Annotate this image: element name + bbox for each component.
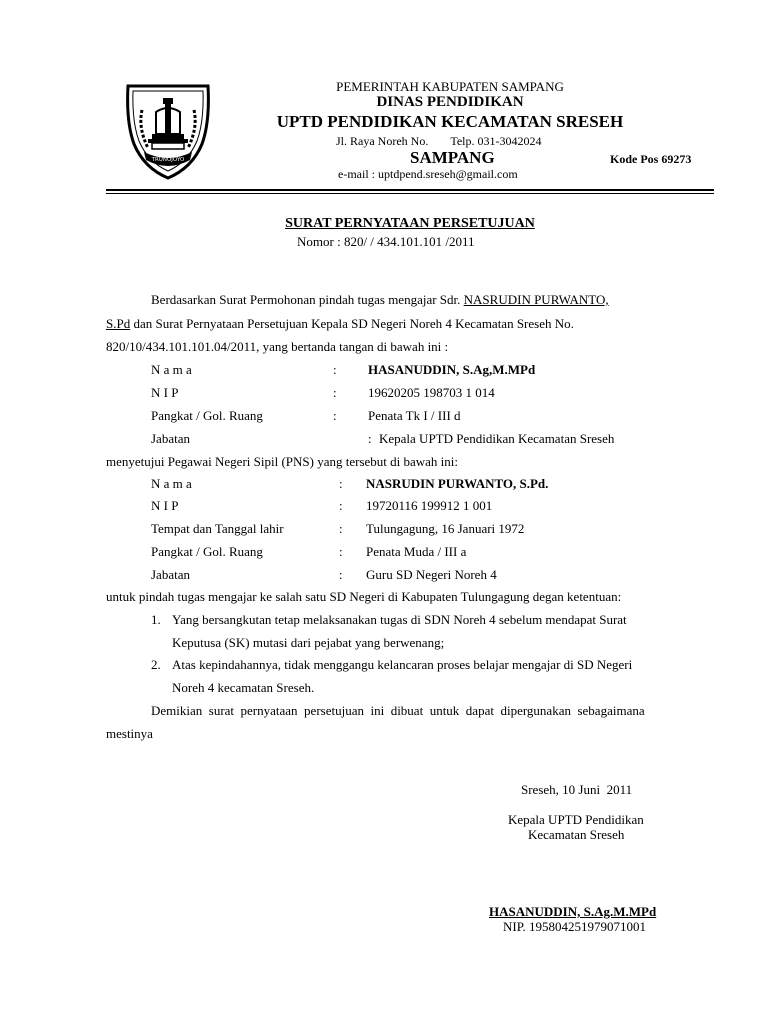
employee-colon-rank: : [339,544,343,559]
intro-text-b: dan Surat Pernyataan Persetujuan Kepala SD Negeri Noreh 4 Kecamatan Sreseh No. [130,316,574,331]
condition-text-continued: Keputusa (SK) mutasi dari pejabat yang berwenang; [172,635,445,650]
postal-code: Kode Pos 69273 [610,152,692,166]
employee-value-nip: 19720116 199912 1 001 [366,498,493,513]
office-name: UPTD PENDIDIKAN KECAMATAN SRESEH [276,112,624,131]
condition-number: 2. [151,657,161,672]
employee-label-rank: Pangkat / Gol. Ruang [151,544,263,559]
intro-line-1 [151,292,609,308]
phone-text: Telp. 031-3042024 [450,134,542,148]
condition-number: 1. [151,612,161,627]
document-title: SURAT PERNYATAAN PERSETUJUAN [285,216,535,231]
signature-position-line2: Kecamatan Sreseh [528,827,625,842]
employee-colon-name: : [339,476,343,491]
transfer-statement: untuk pindah tugas mengajar ke salah satu SD Negeri di Kabupaten Tulungagung degan ketentuan: [106,589,622,604]
signer-colon-rank: : [333,408,337,423]
employee-value-name: NASRUDIN PURWANTO, S.Pd. [366,476,549,491]
closing-line-2: mestinya [106,726,153,741]
signatory-name: HASANUDDIN, S.Ag.M.MPd [489,904,657,919]
signer-label-name: N a m a [151,362,192,377]
approval-statement: menyetujui Pegawai Negeri Sipil (PNS) yang tersebut di bawah ini: [106,454,459,469]
condition-text: Yang bersangkutan tetap melaksanakan tugas di SDN Noreh 4 sebelum mendapat Surat [172,612,627,627]
employee-colon-birth: : [339,521,343,536]
office-city: SAMPANG [410,148,495,167]
signer-value-nip: 19620205 198703 1 014 [368,385,495,400]
address-text: Jl. Raya Noreh No. [336,134,429,148]
signer-label-nip: N I P [151,385,179,400]
signer-label-position: Jabatan [151,431,190,446]
signer-colon-nip: : [333,385,337,400]
department-name: DINAS PENDIDIKAN [376,94,524,110]
employee-label-birth: Tempat dan Tanggal lahir [151,521,284,536]
signer-colon-position: : [368,431,372,446]
intro-line-3: 820/10/434.101.101.04/2011, yang bertanda tangan di bawah ini : [106,339,449,354]
signer-label-rank: Pangkat / Gol. Ruang [151,408,263,423]
intro-text-a: Berdasarkan Surat Permohonan pindah tugas mengajar Sdr. [151,292,464,307]
office-address [336,134,541,149]
signer-value-rank: Penata Tk I / III d [368,408,461,423]
signatory-nip: NIP. 195804251979071001 [503,919,647,934]
signer-colon-name: : [333,362,337,377]
closing-line-1: Demikian surat pernyataan persetujuan ini dibuat untuk dapat dipergunakan sebagaimana [151,703,645,718]
employee-colon-nip: : [339,498,343,513]
employee-value-birth: Tulungagung, 16 Januari 1972 [366,521,525,536]
signer-value-position: Kepala UPTD Pendidikan Kecamatan Sreseh [379,431,615,446]
letterhead-divider-thick [106,189,714,191]
signature-place-date: Sreseh, 10 Juni 2011 [521,782,633,797]
applicant-degree: S.Pd [106,316,131,331]
employee-colon-position: : [339,567,343,582]
condition-text: Atas kepindahannya, tidak menggangu kelancaran proses belajar mengajar di SD Negeri [172,657,633,672]
employee-label-name: N a m a [151,476,192,491]
signer-value-name: HASANUDDIN, S.Ag,M.MPd [368,362,536,377]
letterhead-divider-thin [106,193,714,194]
employee-label-position: Jabatan [151,567,190,582]
employee-value-position: Guru SD Negeri Noreh 4 [366,567,497,582]
condition-text-continued: Noreh 4 kecamatan Sreseh. [172,680,315,695]
document-number: Nomor : 820/ / 434.101.101 /2011 [297,234,475,249]
employee-label-nip: N I P [151,498,179,513]
employee-value-rank: Penata Muda / III a [366,544,467,559]
office-email: e-mail : uptdpend.sreseh@gmail.com [338,167,518,181]
applicant-name: NASRUDIN PURWANTO, [463,292,609,307]
signature-position-line1: Kepala UPTD Pendidikan [508,812,644,827]
intro-line-2 [106,316,574,332]
emblem-ribbon-text: TRUNOJOYO [151,157,185,163]
government-name: PEMERINTAH KABUPATEN SAMPANG [336,79,564,94]
